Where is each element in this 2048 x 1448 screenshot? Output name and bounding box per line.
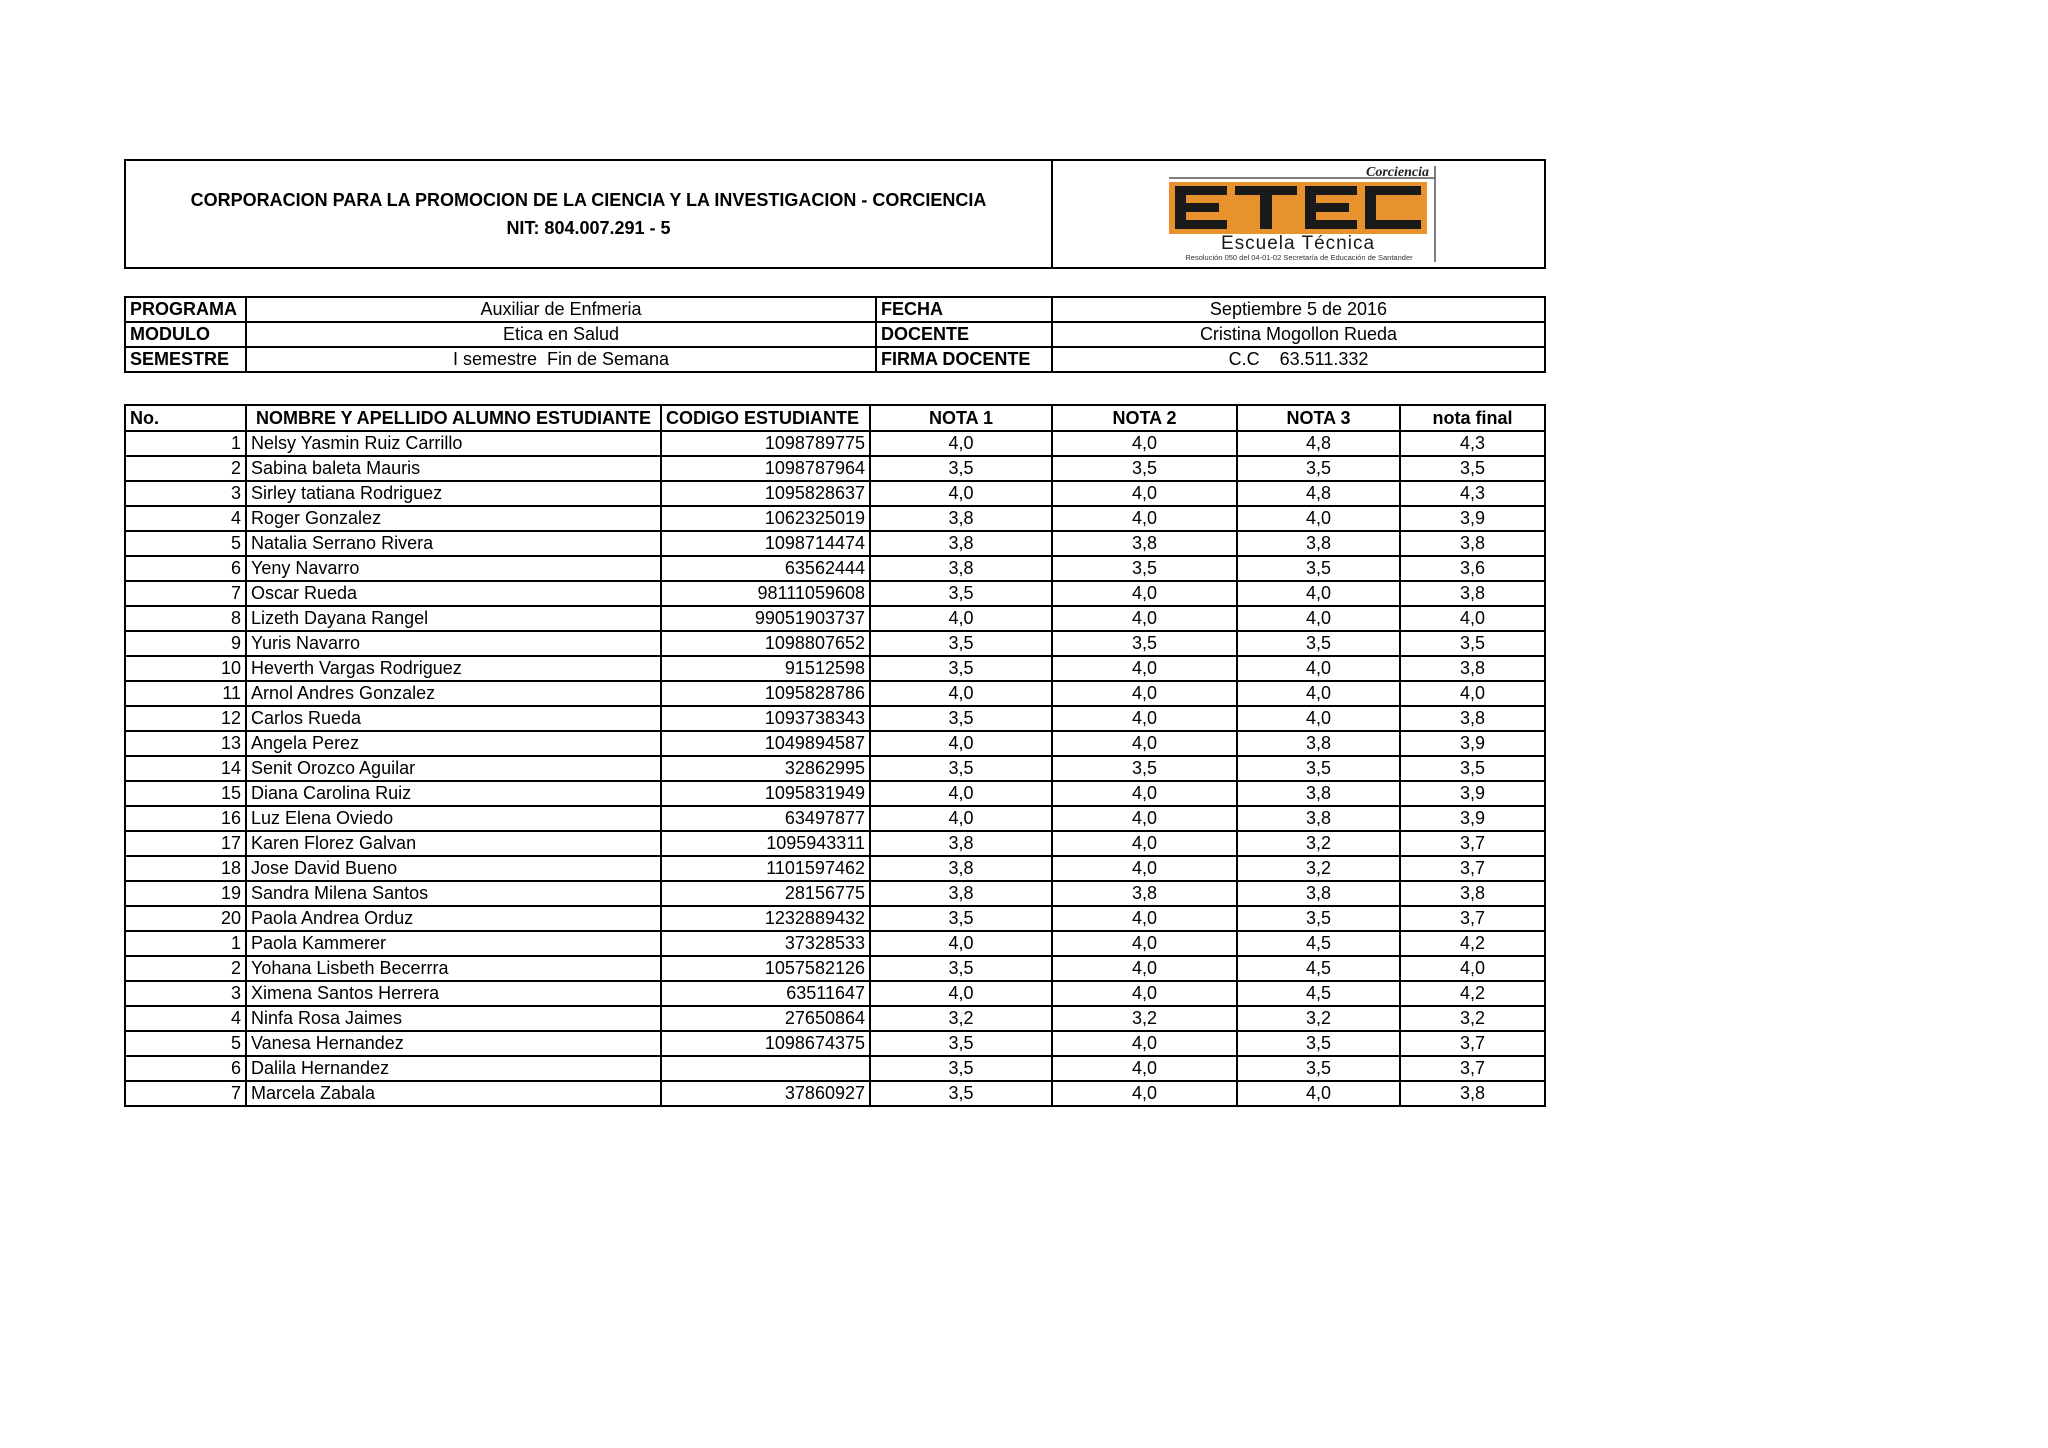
student-name: Natalia Serrano Rivera (246, 531, 661, 556)
nota-2: 4,0 (1052, 831, 1237, 856)
nota-3: 3,8 (1237, 731, 1400, 756)
student-name: Karen Florez Galvan (246, 831, 661, 856)
nota-1: 3,5 (870, 756, 1052, 781)
nota-2: 3,5 (1052, 631, 1237, 656)
nota-3: 3,5 (1237, 1031, 1400, 1056)
nota-1: 3,8 (870, 531, 1052, 556)
nota-final: 3,9 (1400, 781, 1545, 806)
student-name: Nelsy Yasmin Ruiz Carrillo (246, 431, 661, 456)
nota-2: 4,0 (1052, 731, 1237, 756)
table-row (125, 806, 1545, 831)
nota-3: 3,5 (1237, 456, 1400, 481)
org-nit: NIT: 804.007.291 - 5 (506, 218, 671, 238)
nota-final: 3,9 (1400, 506, 1545, 531)
col-header-no: No. (125, 405, 246, 431)
nota-final: 3,2 (1400, 1006, 1545, 1031)
nota-1: 3,5 (870, 1081, 1052, 1106)
student-code: 1049894587 (661, 731, 870, 756)
student-name: Yuris Navarro (246, 631, 661, 656)
nota-1: 3,5 (870, 656, 1052, 681)
nota-2: 4,0 (1052, 606, 1237, 631)
nota-3: 4,5 (1237, 956, 1400, 981)
nota-3: 3,8 (1237, 781, 1400, 806)
etec-logo-graphic (1141, 166, 1457, 262)
student-name: Lizeth Dayana Rangel (246, 606, 661, 631)
student-name: Sandra Milena Santos (246, 881, 661, 906)
grades-table (124, 404, 1546, 1107)
student-code: 1098714474 (661, 531, 870, 556)
student-name: Jose David Bueno (246, 856, 661, 881)
student-name: Vanesa Hernandez (246, 1031, 661, 1056)
table-row (125, 481, 1545, 506)
row-number: 9 (125, 631, 246, 656)
student-name: Roger Gonzalez (246, 506, 661, 531)
row-number: 2 (125, 456, 246, 481)
firma-label: FIRMA DOCENTE (876, 347, 1052, 372)
student-name: Sirley tatiana Rodriguez (246, 481, 661, 506)
nota-final: 3,8 (1400, 881, 1545, 906)
semestre-value: I semestre Fin de Semana (246, 347, 876, 372)
student-code: 1057582126 (661, 956, 870, 981)
modulo-value: Etica en Salud (246, 322, 876, 347)
student-code: 63497877 (661, 806, 870, 831)
student-code: 1062325019 (661, 506, 870, 531)
row-number: 12 (125, 706, 246, 731)
student-name: Sabina baleta Mauris (246, 456, 661, 481)
table-row (125, 881, 1545, 906)
nota-1: 3,5 (870, 1056, 1052, 1081)
nota-final: 3,8 (1400, 656, 1545, 681)
nota-3: 3,8 (1237, 531, 1400, 556)
row-number: 18 (125, 856, 246, 881)
nota-1: 3,2 (870, 1006, 1052, 1031)
nota-final: 3,7 (1400, 906, 1545, 931)
student-name: Oscar Rueda (246, 581, 661, 606)
row-number: 7 (125, 581, 246, 606)
nota-3: 4,0 (1237, 506, 1400, 531)
table-row (125, 756, 1545, 781)
table-row (125, 1056, 1545, 1081)
nota-2: 4,0 (1052, 931, 1237, 956)
nota-final: 4,2 (1400, 981, 1545, 1006)
nota-2: 3,8 (1052, 881, 1237, 906)
row-number: 8 (125, 606, 246, 631)
nota-2: 4,0 (1052, 1056, 1237, 1081)
nota-1: 3,5 (870, 906, 1052, 931)
etec-logo (1141, 166, 1457, 262)
grades-header-row (125, 405, 1545, 431)
nota-3: 3,8 (1237, 806, 1400, 831)
nota-1: 3,8 (870, 831, 1052, 856)
col-header-final: nota final (1400, 405, 1545, 431)
table-row (125, 856, 1545, 881)
nota-final: 3,8 (1400, 706, 1545, 731)
nota-2: 4,0 (1052, 506, 1237, 531)
logo-top-text: Corciencia (1365, 166, 1429, 180)
nota-3: 3,5 (1237, 906, 1400, 931)
student-code: 28156775 (661, 881, 870, 906)
student-name: Luz Elena Oviedo (246, 806, 661, 831)
table-row (125, 456, 1545, 481)
info-row-semestre (125, 347, 1545, 372)
nota-2: 4,0 (1052, 481, 1237, 506)
nota-final: 3,9 (1400, 806, 1545, 831)
nota-3: 3,5 (1237, 756, 1400, 781)
student-code: 37860927 (661, 1081, 870, 1106)
nota-1: 4,0 (870, 731, 1052, 756)
table-row (125, 781, 1545, 806)
logo-subtitle: Escuela Técnica (1220, 233, 1375, 254)
table-row (125, 681, 1545, 706)
nota-final: 4,2 (1400, 931, 1545, 956)
student-name: Dalila Hernandez (246, 1056, 661, 1081)
student-name: Angela Perez (246, 731, 661, 756)
nota-2: 4,0 (1052, 706, 1237, 731)
nota-2: 3,5 (1052, 556, 1237, 581)
table-row (125, 631, 1545, 656)
table-row (125, 831, 1545, 856)
nota-3: 3,5 (1237, 1056, 1400, 1081)
student-name: Arnol Andres Gonzalez (246, 681, 661, 706)
nota-1: 4,0 (870, 781, 1052, 806)
student-code: 63511647 (661, 981, 870, 1006)
nota-final: 3,8 (1400, 581, 1545, 606)
nota-2: 4,0 (1052, 1031, 1237, 1056)
student-name: Paola Kammerer (246, 931, 661, 956)
nota-final: 3,7 (1400, 1031, 1545, 1056)
student-code: 32862995 (661, 756, 870, 781)
student-code: 1098787964 (661, 456, 870, 481)
nota-final: 3,6 (1400, 556, 1545, 581)
row-number: 15 (125, 781, 246, 806)
modulo-label: MODULO (125, 322, 246, 347)
student-name: Ximena Santos Herrera (246, 981, 661, 1006)
student-name: Paola Andrea Orduz (246, 906, 661, 931)
nota-2: 3,8 (1052, 531, 1237, 556)
row-number: 11 (125, 681, 246, 706)
col-header-code: CODIGO ESTUDIANTE (661, 405, 870, 431)
logo-resolution: Resolución 050 del 04-01-02 Secretaría de Educación de Santander (1184, 253, 1413, 262)
col-header-nota3: NOTA 3 (1237, 405, 1400, 431)
firma-value: C.C 63.511.332 (1052, 347, 1545, 372)
row-number: 6 (125, 1056, 246, 1081)
table-row (125, 556, 1545, 581)
row-number: 1 (125, 931, 246, 956)
table-row (125, 931, 1545, 956)
nota-3: 4,8 (1237, 431, 1400, 456)
row-number: 17 (125, 831, 246, 856)
nota-final: 3,5 (1400, 631, 1545, 656)
nota-2: 4,0 (1052, 581, 1237, 606)
nota-final: 3,7 (1400, 1056, 1545, 1081)
nota-1: 4,0 (870, 431, 1052, 456)
nota-2: 4,0 (1052, 981, 1237, 1006)
nota-2: 4,0 (1052, 856, 1237, 881)
table-row (125, 431, 1545, 456)
nota-final: 4,3 (1400, 481, 1545, 506)
student-code: 1232889432 (661, 906, 870, 931)
student-code: 99051903737 (661, 606, 870, 631)
nota-2: 4,0 (1052, 1081, 1237, 1106)
nota-3: 4,5 (1237, 931, 1400, 956)
table-row (125, 1081, 1545, 1106)
table-row (125, 731, 1545, 756)
info-row-programa (125, 297, 1545, 322)
nota-3: 4,0 (1237, 706, 1400, 731)
docente-value: Cristina Mogollon Rueda (1052, 322, 1545, 347)
header-box (124, 159, 1546, 269)
nota-2: 3,5 (1052, 456, 1237, 481)
grades-body (125, 431, 1545, 1106)
nota-3: 3,5 (1237, 556, 1400, 581)
nota-1: 3,8 (870, 856, 1052, 881)
student-code: 1098674375 (661, 1031, 870, 1056)
nota-2: 4,0 (1052, 806, 1237, 831)
table-row (125, 956, 1545, 981)
student-code: 1101597462 (661, 856, 870, 881)
nota-2: 4,0 (1052, 431, 1237, 456)
nota-final: 3,5 (1400, 756, 1545, 781)
nota-3: 3,8 (1237, 881, 1400, 906)
row-number: 7 (125, 1081, 246, 1106)
row-number: 13 (125, 731, 246, 756)
nota-1: 3,5 (870, 581, 1052, 606)
row-number: 4 (125, 506, 246, 531)
student-code: 1098789775 (661, 431, 870, 456)
row-number: 1 (125, 431, 246, 456)
nota-2: 4,0 (1052, 956, 1237, 981)
nota-2: 3,5 (1052, 756, 1237, 781)
nota-2: 4,0 (1052, 906, 1237, 931)
org-name: CORPORACION PARA LA PROMOCION DE LA CIENCIA Y LA INVESTIGACION - CORCIENCIA (190, 190, 987, 210)
student-name: Ninfa Rosa Jaimes (246, 1006, 661, 1031)
col-header-name: NOMBRE Y APELLIDO ALUMNO ESTUDIANTE (246, 405, 661, 431)
row-number: 20 (125, 906, 246, 931)
table-row (125, 656, 1545, 681)
student-name: Diana Carolina Ruiz (246, 781, 661, 806)
semestre-label: SEMESTRE (125, 347, 246, 372)
table-row (125, 906, 1545, 931)
row-number: 6 (125, 556, 246, 581)
nota-1: 3,5 (870, 456, 1052, 481)
student-code: 37328533 (661, 931, 870, 956)
org-cell (125, 160, 1052, 268)
info-table (124, 296, 1546, 373)
nota-3: 4,0 (1237, 606, 1400, 631)
nota-2: 3,2 (1052, 1006, 1237, 1031)
student-code: 1095828637 (661, 481, 870, 506)
student-code: 1098807652 (661, 631, 870, 656)
nota-3: 3,2 (1237, 1006, 1400, 1031)
nota-final: 4,0 (1400, 956, 1545, 981)
nota-1: 4,0 (870, 681, 1052, 706)
student-code: 27650864 (661, 1006, 870, 1031)
nota-1: 3,8 (870, 556, 1052, 581)
nota-final: 3,9 (1400, 731, 1545, 756)
nota-final: 3,8 (1400, 1081, 1545, 1106)
row-number: 10 (125, 656, 246, 681)
nota-final: 3,5 (1400, 456, 1545, 481)
fecha-value: Septiembre 5 de 2016 (1052, 297, 1545, 322)
row-number: 16 (125, 806, 246, 831)
nota-final: 3,7 (1400, 856, 1545, 881)
student-name: Yohana Lisbeth Becerrra (246, 956, 661, 981)
col-header-nota1: NOTA 1 (870, 405, 1052, 431)
student-name: Senit Orozco Aguilar (246, 756, 661, 781)
nota-3: 4,0 (1237, 1081, 1400, 1106)
nota-final: 4,0 (1400, 681, 1545, 706)
nota-3: 4,0 (1237, 581, 1400, 606)
fecha-label: FECHA (876, 297, 1052, 322)
table-row (125, 981, 1545, 1006)
student-name: Yeny Navarro (246, 556, 661, 581)
nota-2: 4,0 (1052, 656, 1237, 681)
nota-3: 4,8 (1237, 481, 1400, 506)
nota-1: 3,8 (870, 881, 1052, 906)
nota-3: 4,5 (1237, 981, 1400, 1006)
student-code (661, 1056, 870, 1081)
nota-1: 3,5 (870, 706, 1052, 731)
nota-3: 4,0 (1237, 656, 1400, 681)
row-number: 3 (125, 981, 246, 1006)
programa-value: Auxiliar de Enfmeria (246, 297, 876, 322)
row-number: 3 (125, 481, 246, 506)
student-code: 91512598 (661, 656, 870, 681)
student-name: Heverth Vargas Rodriguez (246, 656, 661, 681)
table-row (125, 706, 1545, 731)
table-row (125, 1031, 1545, 1056)
nota-1: 4,0 (870, 931, 1052, 956)
table-row (125, 606, 1545, 631)
nota-1: 4,0 (870, 806, 1052, 831)
student-code: 1095943311 (661, 831, 870, 856)
nota-2: 4,0 (1052, 681, 1237, 706)
student-code: 1095828786 (661, 681, 870, 706)
nota-1: 3,5 (870, 631, 1052, 656)
nota-1: 3,8 (870, 506, 1052, 531)
row-number: 2 (125, 956, 246, 981)
programa-label: PROGRAMA (125, 297, 246, 322)
logo-cell (1052, 160, 1545, 268)
nota-3: 3,2 (1237, 831, 1400, 856)
table-row (125, 1006, 1545, 1031)
nota-1: 3,5 (870, 1031, 1052, 1056)
student-name: Marcela Zabala (246, 1081, 661, 1106)
info-row-modulo (125, 322, 1545, 347)
student-code: 98111059608 (661, 581, 870, 606)
nota-final: 3,7 (1400, 831, 1545, 856)
nota-2: 4,0 (1052, 781, 1237, 806)
docente-label: DOCENTE (876, 322, 1052, 347)
nota-3: 3,2 (1237, 856, 1400, 881)
row-number: 19 (125, 881, 246, 906)
row-number: 4 (125, 1006, 246, 1031)
nota-final: 3,8 (1400, 531, 1545, 556)
nota-1: 3,5 (870, 956, 1052, 981)
student-name: Carlos Rueda (246, 706, 661, 731)
nota-1: 4,0 (870, 606, 1052, 631)
col-header-nota2: NOTA 2 (1052, 405, 1237, 431)
nota-1: 4,0 (870, 481, 1052, 506)
student-code: 1093738343 (661, 706, 870, 731)
table-row (125, 506, 1545, 531)
row-number: 14 (125, 756, 246, 781)
student-code: 1095831949 (661, 781, 870, 806)
student-code: 63562444 (661, 556, 870, 581)
table-row (125, 531, 1545, 556)
nota-final: 4,3 (1400, 431, 1545, 456)
row-number: 5 (125, 1031, 246, 1056)
nota-3: 4,0 (1237, 681, 1400, 706)
nota-3: 3,5 (1237, 631, 1400, 656)
row-number: 5 (125, 531, 246, 556)
nota-1: 4,0 (870, 981, 1052, 1006)
nota-final: 4,0 (1400, 606, 1545, 631)
table-row (125, 581, 1545, 606)
